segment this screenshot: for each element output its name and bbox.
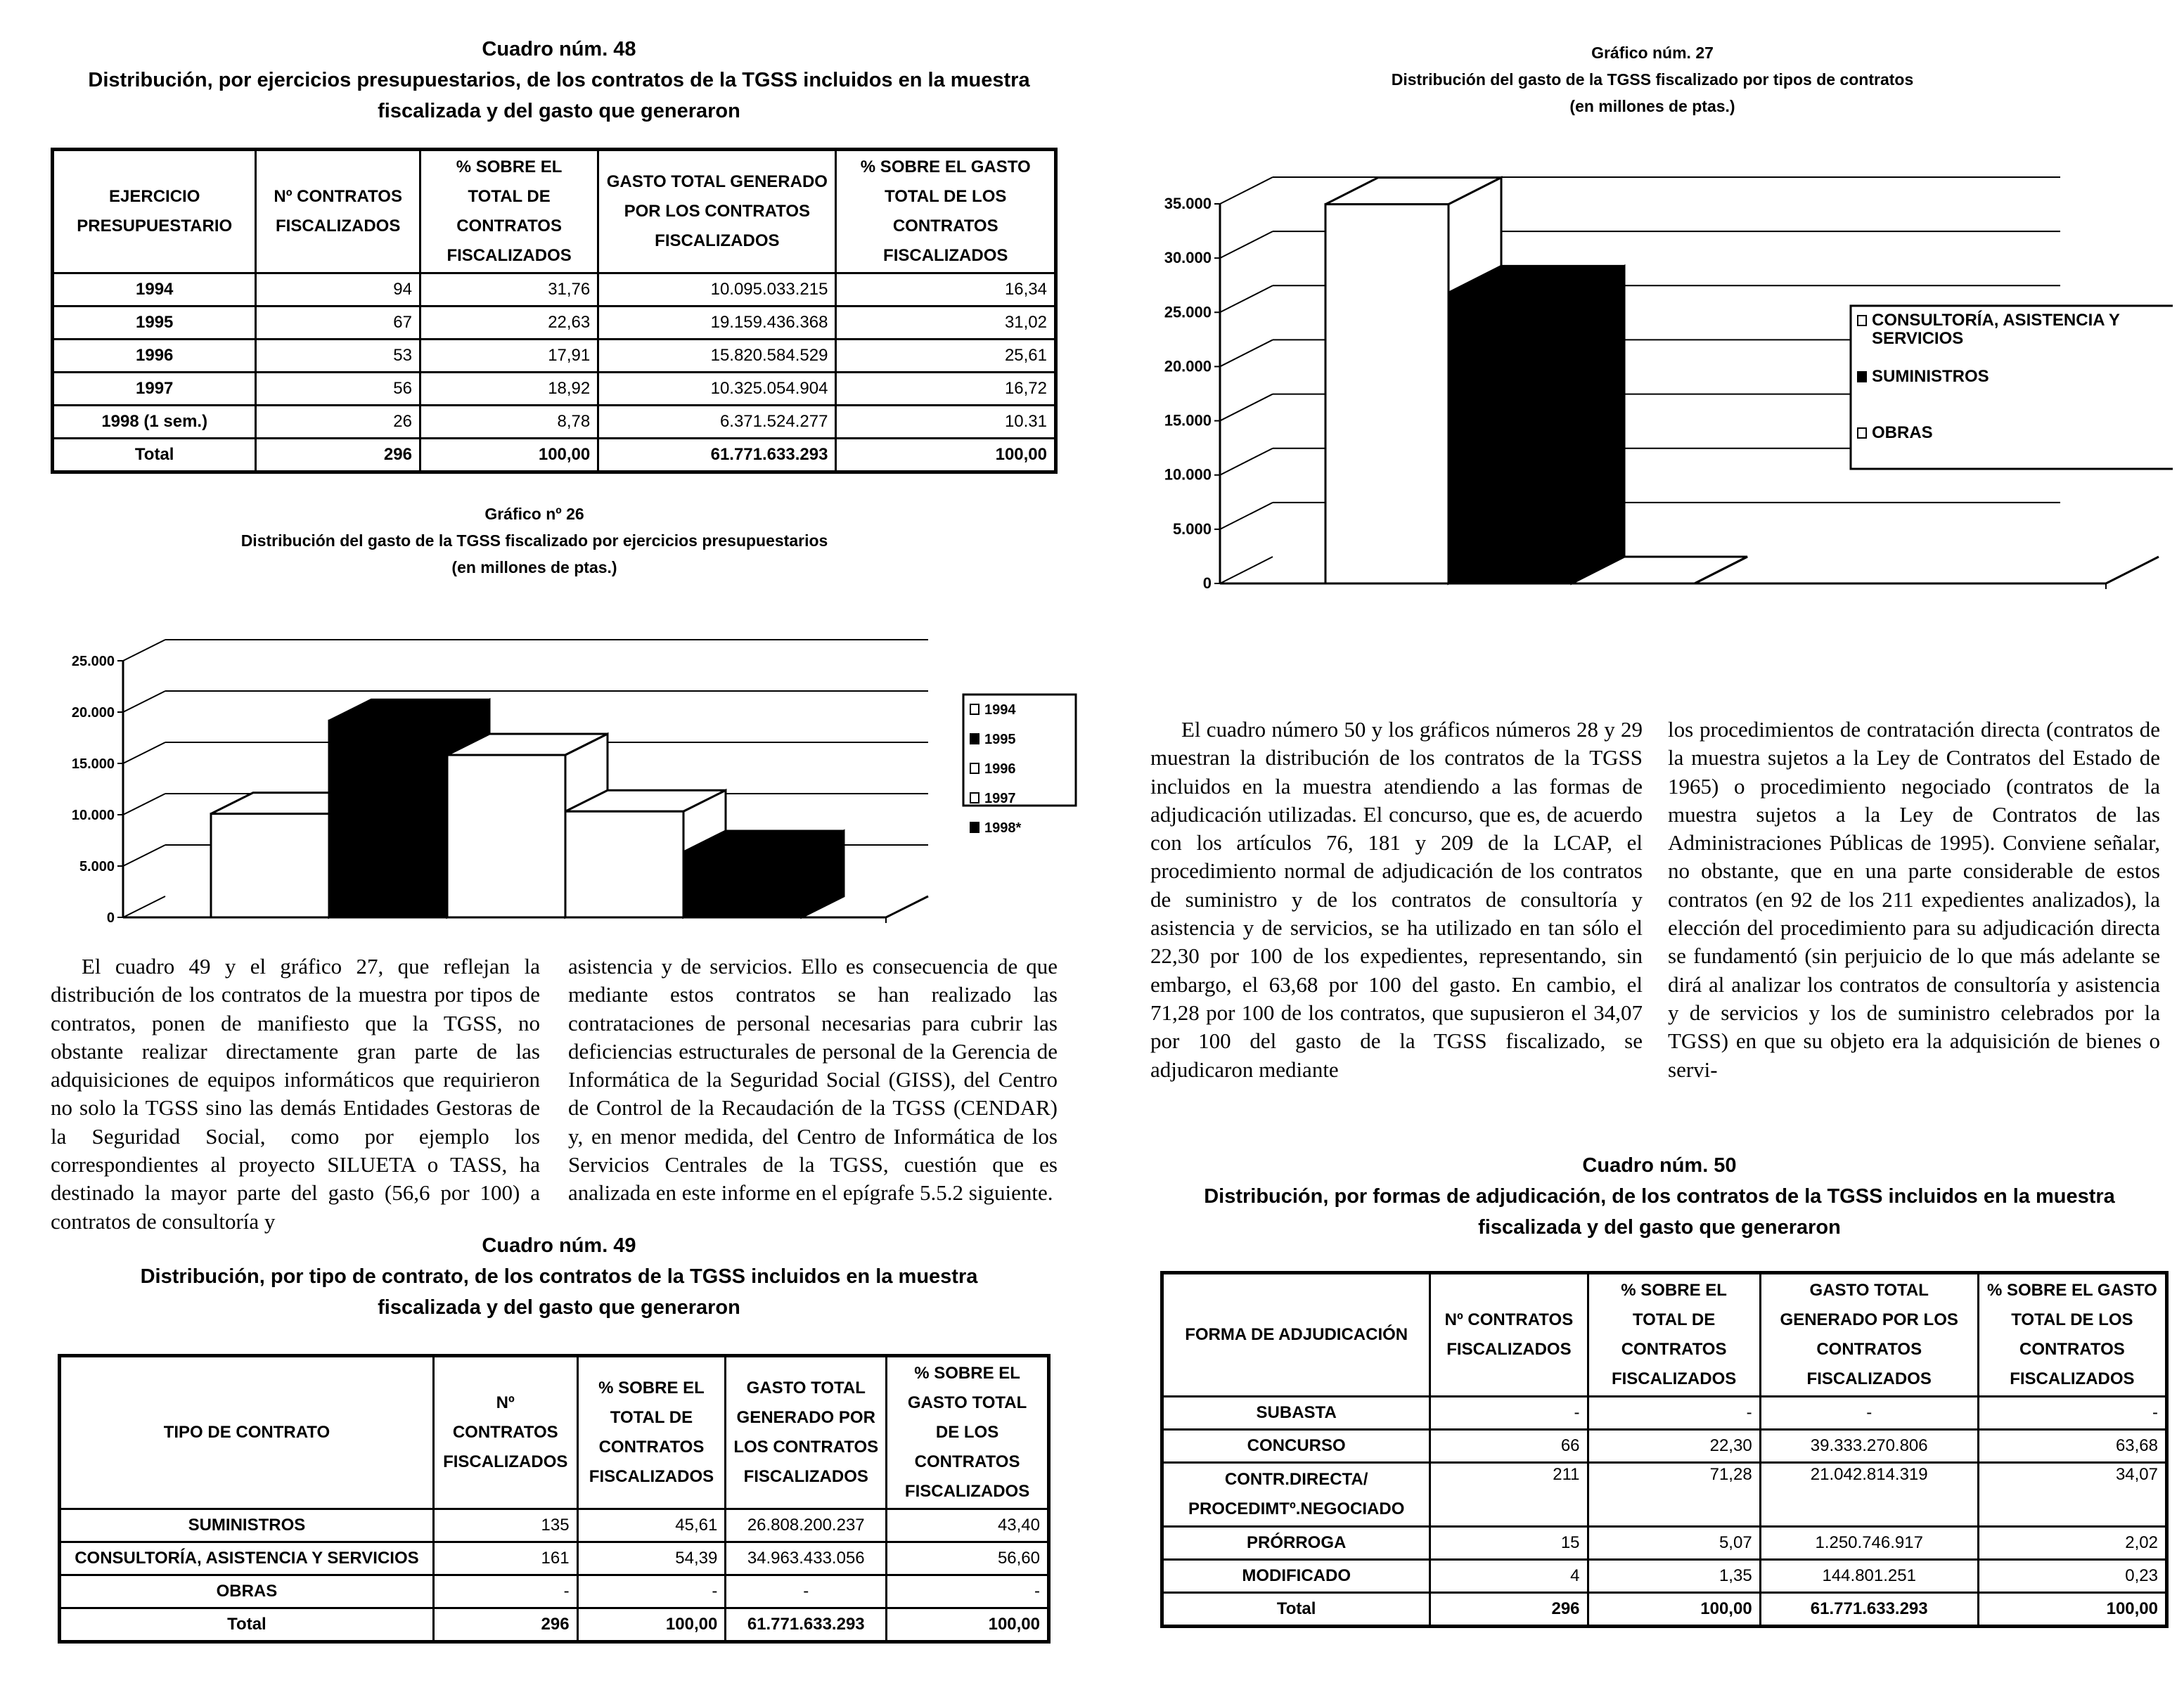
g27-subtitle-2: (en millones de ptas.) bbox=[1569, 97, 1735, 115]
c49-subtitle-2: fiscalizada y del gasto que generaron bbox=[378, 1296, 740, 1319]
table-row bbox=[1162, 1397, 2167, 1430]
c49-title: Cuadro núm. 49 bbox=[482, 1234, 636, 1257]
c49-cell: 34.963.433.056 bbox=[726, 1542, 887, 1575]
grid-slant bbox=[123, 896, 165, 917]
g26-subtitle-2: (en millones de ptas.) bbox=[451, 558, 617, 576]
c48-cell: 61.771.633.293 bbox=[598, 439, 836, 472]
table-row bbox=[60, 1575, 1049, 1608]
c49-table bbox=[58, 1354, 1051, 1644]
grid-slant bbox=[123, 845, 165, 866]
y-tick-label: 0 bbox=[106, 910, 115, 926]
legend-swatch bbox=[970, 704, 979, 714]
c50-title-block bbox=[1153, 1150, 2166, 1243]
g26-title: Gráfico nº 26 bbox=[484, 505, 584, 523]
g27-title-block bbox=[1160, 39, 2145, 120]
c50-subtitle-1: Distribución, por formas de adjudicación, de los contratos de la TGSS incluidos en la muestra bbox=[1204, 1185, 2115, 1208]
grid-slant bbox=[1220, 177, 1273, 204]
c50-cell: 61.771.633.293 bbox=[1760, 1593, 1978, 1627]
c48-cell: 56 bbox=[256, 373, 420, 406]
c49-cell: - bbox=[577, 1575, 726, 1608]
c48-cell: 1994 bbox=[53, 273, 256, 306]
c49-cell: 100,00 bbox=[887, 1608, 1049, 1642]
y-tick-label: 15.000 bbox=[1164, 411, 1212, 430]
c50-cell: 144.801.251 bbox=[1760, 1560, 1978, 1593]
grid-slant bbox=[1220, 557, 1273, 583]
table-row bbox=[60, 1542, 1049, 1575]
c50-header-forma: FORMA DE ADJUDICACIÓN bbox=[1162, 1273, 1430, 1397]
c49-title-block bbox=[42, 1230, 1076, 1323]
c48-cell: 1996 bbox=[53, 340, 256, 373]
c49-cell: 26.808.200.237 bbox=[726, 1509, 887, 1542]
c50-cell: 100,00 bbox=[1588, 1593, 1760, 1627]
c50-header-pct-contratos: % SOBRE EL TOTAL DE CONTRATOS FISCALIZADOS bbox=[1588, 1273, 1760, 1397]
c49-cell: 296 bbox=[433, 1608, 577, 1642]
y-tick-label: 10.000 bbox=[1164, 465, 1212, 484]
c49-cell: 100,00 bbox=[577, 1608, 726, 1642]
y-tick-label: 20.000 bbox=[71, 705, 115, 721]
floor-edge bbox=[886, 896, 928, 917]
c48-cell: 16,34 bbox=[836, 273, 1056, 306]
c50-cell: 34,07 bbox=[1978, 1463, 2166, 1527]
c49-cell: SUMINISTROS bbox=[60, 1509, 434, 1542]
c49-header-gasto: GASTO TOTAL GENERADO POR LOS CONTRATOS FISCALIZADOS bbox=[726, 1356, 887, 1509]
legend-swatch bbox=[970, 734, 979, 744]
c49-header-contratos: Nº CONTRATOS FISCALIZADOS bbox=[433, 1356, 577, 1509]
c49-cell: CONSULTORÍA, ASISTENCIA Y SERVICIOS bbox=[60, 1542, 434, 1575]
grid-slant bbox=[1220, 231, 1273, 258]
c48-cell: 1997 bbox=[53, 373, 256, 406]
text2-col2: los procedimientos de contratación directa (contratos de la muestra sujetos a la Ley de Contratos del Estado de 1965) o procedimiento negociado (contratos de la muestra sujetos a la Ley de Contratos de las Administraciones Públicas de 1995). Conviene señalar, no obstante, que en una parte considerable de estos contratos (en 92 de los 211 expedientes analizados), la elección del procedimiento para su adjudicación directa se fundamentó (sin perjuicio de lo que más adelante se dirá al analizar los contratos de consultoría y asistencia y de servicios y los de suministro celebrados por la TGSS) en que su objeto era la adquisición de bienes o servi- bbox=[1668, 717, 2160, 1082]
c48-header-pct-gasto: % SOBRE EL GASTO TOTAL DE LOS CONTRATOS FISCALIZADOS bbox=[836, 150, 1056, 273]
c48-cell: Total bbox=[53, 439, 256, 472]
c50-header-contratos: Nº CONTRATOS FISCALIZADOS bbox=[1430, 1273, 1588, 1397]
table-row bbox=[53, 306, 1056, 340]
c49-cell: Total bbox=[60, 1608, 434, 1642]
c50-cell: 1,35 bbox=[1588, 1560, 1760, 1593]
c48-cell: 22,63 bbox=[420, 306, 598, 340]
c50-cell: 63,68 bbox=[1978, 1430, 2166, 1463]
c48-header-gasto: GASTO TOTAL GENERADO POR LOS CONTRATOS FISCALIZADOS bbox=[598, 150, 836, 273]
table-row bbox=[60, 1509, 1049, 1542]
legend-label: OBRAS bbox=[1872, 423, 1933, 442]
c50-cell: CONTR.DIRECTA/ PROCEDIMTº.NEGOCIADO bbox=[1162, 1463, 1430, 1527]
chart-g26 bbox=[42, 633, 1083, 928]
bar-side bbox=[1572, 266, 1624, 583]
table-row bbox=[53, 340, 1056, 373]
c48-cell: 53 bbox=[256, 340, 420, 373]
c49-header-pct-contratos: % SOBRE EL TOTAL DE CONTRATOS FISCALIZADOS bbox=[577, 1356, 726, 1509]
grid-slant bbox=[123, 640, 165, 661]
c48-cell: 19.159.436.368 bbox=[598, 306, 836, 340]
c50-cell: 0,23 bbox=[1978, 1560, 2166, 1593]
c50-cell: 296 bbox=[1430, 1593, 1588, 1627]
grid-slant bbox=[1220, 503, 1273, 529]
c48-cell: 17,91 bbox=[420, 340, 598, 373]
g27-title: Gráfico núm. 27 bbox=[1591, 44, 1714, 62]
table-total-row bbox=[53, 439, 1056, 472]
c48-cell: 31,76 bbox=[420, 273, 598, 306]
y-tick-label: 25.000 bbox=[1164, 303, 1212, 321]
bar bbox=[1325, 205, 1448, 583]
c48-header-contratos: Nº CONTRATOS FISCALIZADOS bbox=[256, 150, 420, 273]
c48-cell: 31,02 bbox=[836, 306, 1056, 340]
c49-cell: - bbox=[726, 1575, 887, 1608]
c50-header-row bbox=[1162, 1273, 2167, 1397]
grid-slant bbox=[1220, 340, 1273, 366]
c50-cell: 211 bbox=[1430, 1463, 1588, 1527]
chart-g27 bbox=[1139, 155, 2173, 605]
c49-cell: OBRAS bbox=[60, 1575, 434, 1608]
c48-table bbox=[51, 148, 1058, 474]
y-tick-label: 25.000 bbox=[71, 654, 115, 669]
c48-cell: 296 bbox=[256, 439, 420, 472]
c50-header-pct-gasto: % SOBRE EL GASTO TOTAL DE LOS CONTRATOS FISCALIZADOS bbox=[1978, 1273, 2166, 1397]
c48-cell: 67 bbox=[256, 306, 420, 340]
c48-cell: 18,92 bbox=[420, 373, 598, 406]
y-tick-label: 5.000 bbox=[1172, 519, 1212, 538]
c48-subtitle-1: Distribución, por ejercicios presupuestarios, de los contratos de la TGSS incluidos en la muestra bbox=[88, 69, 1030, 91]
legend-label: SUMINISTROS bbox=[1872, 367, 1989, 386]
c48-header-pct-contratos: % SOBRE EL TOTAL DE CONTRATOS FISCALIZADOS bbox=[420, 150, 598, 273]
c50-cell: 4 bbox=[1430, 1560, 1588, 1593]
table-row bbox=[1162, 1430, 2167, 1463]
legend-label: CONSULTORÍA, ASISTENCIA Y bbox=[1872, 311, 2120, 330]
y-tick-label: 15.000 bbox=[71, 756, 115, 772]
y-tick-label: 5.000 bbox=[79, 859, 115, 874]
c50-cell: - bbox=[1978, 1397, 2166, 1430]
c48-cell: 100,00 bbox=[420, 439, 598, 472]
c48-cell: 26 bbox=[256, 406, 420, 439]
c48-cell: 25,61 bbox=[836, 340, 1056, 373]
bar bbox=[1448, 292, 1572, 583]
c50-cell: SUBASTA bbox=[1162, 1397, 1430, 1430]
y-tick-label: 10.000 bbox=[71, 808, 115, 823]
g26-subtitle-1: Distribución del gasto de la TGSS fiscalizado por ejercicios presupuestarios bbox=[240, 531, 828, 550]
c49-cell: - bbox=[887, 1575, 1049, 1608]
c48-cell: 15.820.584.529 bbox=[598, 340, 836, 373]
c50-cell: MODIFICADO bbox=[1162, 1560, 1430, 1593]
bar bbox=[447, 755, 565, 917]
table-total-row bbox=[60, 1608, 1049, 1642]
c48-cell: 8,78 bbox=[420, 406, 598, 439]
bar bbox=[329, 721, 447, 917]
c50-cell: 71,28 bbox=[1588, 1463, 1760, 1527]
c50-cell: 2,02 bbox=[1978, 1527, 2166, 1560]
c48-subtitle-2: fiscalizada y del gasto que generaron bbox=[378, 100, 740, 122]
c50-title: Cuadro núm. 50 bbox=[1582, 1154, 1737, 1177]
c48-header-row bbox=[53, 150, 1056, 273]
text1-col1: El cuadro 49 y el gráfico 27, que reflejan la distribución de los contratos de la muestra por tipos de contratos, ponen de manifiesto que la TGSS, no obstante realizar directamente gran parte de las adquisiciones de equipos informáticos que requirieron no solo la TGSS sino las demás Entidades Gestoras de la Seguridad Social, como por ejemplo los correspondientes al proyecto SILUETA o TASS, ha destinado la mayor parte del gasto (56,6 por 100) a contratos de consultoría y bbox=[51, 954, 540, 1234]
c49-subtitle-1: Distribución, por tipo de contrato, de los contratos de la TGSS incluidos en la muestra bbox=[140, 1265, 978, 1288]
legend-swatch bbox=[970, 763, 979, 773]
c49-cell: 61.771.633.293 bbox=[726, 1608, 887, 1642]
c48-cell: 10.31 bbox=[836, 406, 1056, 439]
c49-cell: - bbox=[433, 1575, 577, 1608]
c49-cell: 161 bbox=[433, 1542, 577, 1575]
c49-cell: 56,60 bbox=[887, 1542, 1049, 1575]
c50-cell: 1.250.746.917 bbox=[1760, 1527, 1978, 1560]
legend-label: 1995 bbox=[984, 732, 1016, 747]
table-row bbox=[53, 406, 1056, 439]
c49-cell: 43,40 bbox=[887, 1509, 1049, 1542]
c49-cell: 45,61 bbox=[577, 1509, 726, 1542]
legend-swatch bbox=[1858, 316, 1866, 325]
c48-cell: 16,72 bbox=[836, 373, 1056, 406]
g26-title-block bbox=[183, 501, 886, 581]
c50-header-gasto: GASTO TOTAL GENERADO POR LOS CONTRATOS FISCALIZADOS bbox=[1760, 1273, 1978, 1397]
c50-cell: 100,00 bbox=[1978, 1593, 2166, 1627]
grid-slant bbox=[1220, 394, 1273, 421]
c50-cell: - bbox=[1588, 1397, 1760, 1430]
c48-cell: 1995 bbox=[53, 306, 256, 340]
legend-swatch bbox=[970, 822, 979, 832]
grid-slant bbox=[1220, 285, 1273, 312]
legend-label: 1994 bbox=[984, 702, 1016, 718]
c50-cell: PRÓRROGA bbox=[1162, 1527, 1430, 1560]
table-row bbox=[1162, 1560, 2167, 1593]
c49-header-tipo: TIPO DE CONTRATO bbox=[60, 1356, 434, 1509]
y-tick-label: 20.000 bbox=[1164, 357, 1212, 375]
text2-col1: El cuadro número 50 y los gráficos números 28 y 29 muestran la distribución de los contratos de la TGSS incluidos en la muestra atendiendo a las formas de adjudicación utilizadas. El concurso, que es, de acuerdo con los artículos 76, 181 y 209 de la LCAP, el procedimiento normal de adjudicación de los contratos de suministro y de los contratos de consultoría y asistencia y de servicios, se ha utilizado en tan sólo el 22,30 por 100 de los expedientes, representando, sin embargo, el 63,68 por 100 del gasto. En cambio, el 71,28 por 100 de los contratos, que supusieron el 34,07 por 100 del gasto de la TGSS fiscalizado, se adjudicaron mediante bbox=[1150, 717, 1643, 1082]
g27-subtitle-1: Distribución del gasto de la TGSS fiscalizado por tipos de contratos bbox=[1391, 70, 1914, 89]
c50-subtitle-2: fiscalizada y del gasto que generaron bbox=[1478, 1216, 1841, 1239]
table-row bbox=[1162, 1463, 2167, 1527]
c50-cell: 39.333.270.806 bbox=[1760, 1430, 1978, 1463]
bar bbox=[565, 811, 683, 917]
c48-cell: 6.371.524.277 bbox=[598, 406, 836, 439]
table-total-row bbox=[1162, 1593, 2167, 1627]
y-tick-label: 0 bbox=[1202, 574, 1212, 592]
c48-cell: 10.325.054.904 bbox=[598, 373, 836, 406]
c49-cell: 135 bbox=[433, 1509, 577, 1542]
c49-header-pct-gasto: % SOBRE EL GASTO TOTAL DE LOS CONTRATOS FISCALIZADOS bbox=[887, 1356, 1049, 1509]
grid-slant bbox=[123, 794, 165, 815]
table-row bbox=[1162, 1527, 2167, 1560]
grid-slant bbox=[1220, 448, 1273, 475]
legend-box bbox=[963, 695, 1076, 806]
c49-cell: 54,39 bbox=[577, 1542, 726, 1575]
c50-cell: - bbox=[1430, 1397, 1588, 1430]
floor-edge bbox=[2106, 557, 2159, 583]
legend-swatch bbox=[970, 793, 979, 803]
c50-table bbox=[1160, 1271, 2169, 1628]
c48-cell: 10.095.033.215 bbox=[598, 273, 836, 306]
y-tick-label: 30.000 bbox=[1164, 249, 1212, 267]
bar bbox=[683, 852, 802, 917]
c48-cell: 1998 (1 sem.) bbox=[53, 406, 256, 439]
table-row bbox=[53, 373, 1056, 406]
legend-swatch bbox=[1858, 372, 1866, 382]
c48-header-ejercicio: EJERCICIO PRESUPUESTARIO bbox=[53, 150, 256, 273]
c48-cell: 94 bbox=[256, 273, 420, 306]
c50-cell: 22,30 bbox=[1588, 1430, 1760, 1463]
c50-cell: - bbox=[1760, 1397, 1978, 1430]
grid-slant bbox=[123, 691, 165, 712]
legend-label: 1998* bbox=[984, 820, 1022, 836]
legend-label: 1996 bbox=[984, 761, 1016, 777]
c50-cell: Total bbox=[1162, 1593, 1430, 1627]
bar bbox=[211, 814, 329, 917]
table-row bbox=[53, 273, 1056, 306]
c50-cell: 66 bbox=[1430, 1430, 1588, 1463]
legend-swatch bbox=[1858, 428, 1866, 438]
c50-cell: 15 bbox=[1430, 1527, 1588, 1560]
c48-title-block bbox=[42, 34, 1076, 127]
legend-label: 1997 bbox=[984, 791, 1016, 806]
text1-col2: asistencia y de servicios. Ello es consecuencia de que mediante estos contratos se han realizado las contrataciones de personal necesarias para cubrir las deficiencias estructurales de personal de la Gerencia de Informática de la Seguridad Social (GISS), del Centro de Control de la Recaudación de la TGSS (CENDAR) y, en menor medida, del Centro de Informática de los Servicios Centrales de la TGSS, cuestión que es analizada en este informe en el epígrafe 5.5.2 siguiente. bbox=[568, 954, 1058, 1206]
c50-cell: CONCURSO bbox=[1162, 1430, 1430, 1463]
c50-cell: 21.042.814.319 bbox=[1760, 1463, 1978, 1527]
y-tick-label: 35.000 bbox=[1164, 195, 1212, 212]
c49-header-row bbox=[60, 1356, 1049, 1509]
grid-slant bbox=[123, 742, 165, 763]
c48-cell: 100,00 bbox=[836, 439, 1056, 472]
c50-cell: 5,07 bbox=[1588, 1527, 1760, 1560]
c48-title: Cuadro núm. 48 bbox=[482, 38, 636, 60]
legend-label: SERVICIOS bbox=[1872, 329, 1964, 348]
